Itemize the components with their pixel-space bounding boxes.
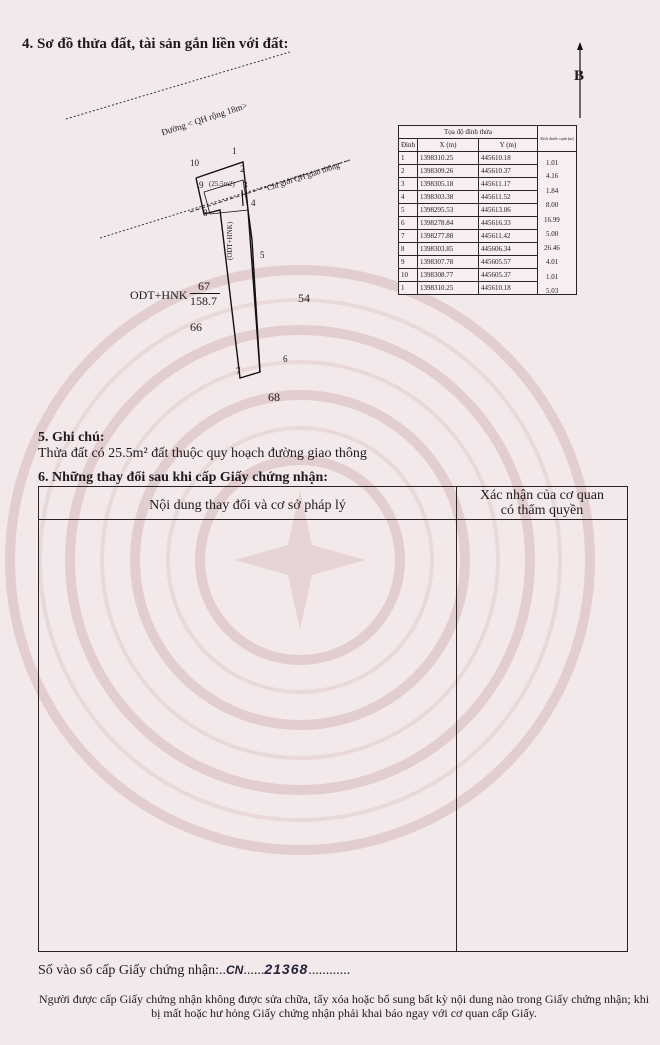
section6-title: 6. Những thay đổi sau khi cấp Giấy chứng nhận: [38,470,328,485]
point-label: 2 [240,164,245,174]
coords-header-group: Tọa độ đỉnh thửa [399,126,538,139]
neighbor-parcel: 66 [190,320,202,334]
edge-length: 4.01 [546,258,559,266]
changes-table [38,486,628,952]
registry-line: Số vào sổ cấp Giấy chứng nhận:..CN......21368............ [38,961,351,978]
cadastral-map [100,110,400,410]
changes-col-confirmation [457,487,628,520]
registry-number: 21368 [264,961,309,977]
point-label: 7 [236,366,241,376]
table-row: 2 1398309.26 445610.37 [399,165,577,178]
edge-length: 26.46 [544,244,560,252]
point-label: 6 [283,354,288,364]
planning-area-marker: (25.5m2) [209,180,235,188]
changes-content-cell [39,520,457,952]
parcel-inner-label: (ODT+HNK) [226,221,234,260]
changes-col-confirmation-line1: Xác nhận của cơ quan [479,488,604,503]
neighbor-parcel: 68 [268,390,280,404]
point-label: 9 [199,180,204,190]
point-label: 4 [251,198,256,208]
table-row: 8 1398303.85 445606.34 [399,243,577,256]
road-label: Đường < QH rộng 18m> [160,100,249,138]
section5-title: 5. Ghi chú: [38,430,105,445]
point-label: 5 [260,250,265,260]
edge-length: 4.16 [546,172,559,180]
point-label: 8 [203,208,208,218]
registry-prefix: CN [226,963,244,977]
table-row: 10 1398308.77 445605.37 [399,269,577,282]
coords-col-x: X (m) [418,139,479,152]
table-row: 9 1398307.78 445605.57 [399,256,577,269]
table-row: 1 1398310.25 445610.18 [399,152,577,165]
planning-boundary-label: Chỉ giới QH giao thông [266,160,341,193]
footer-note: Người được cấp Giấy chứng nhận không được sửa chữa, tẩy xóa hoặc bổ sung bất kỳ nội dung nào trong Giấy chứng nhận; khi bị mất hoặc hư hỏng Giấy chứng nhận phải khai báo ngay với cơ quan cấp Giấy. [38,992,650,1020]
edge-length: 8.00 [546,201,559,209]
land-type-label: ODT+HNK [130,288,188,302]
edge-length: 1.01 [546,159,559,167]
coords-header-edge: Kích thước cạnh (m) [538,126,577,152]
neighbor-parcel: 54 [298,291,310,305]
table-row: 6 1398278.84 445616.33 [399,217,577,230]
edge-length: 5.03 [546,287,559,295]
table-row: 5 1398295.53 445613.06 [399,204,577,217]
table-row: 7 1398277.88 445611.42 [399,230,577,243]
changes-confirmation-cell [457,520,628,952]
table-row: 1 1398310.25 445610.18 [399,282,577,295]
point-label: 1 [232,146,237,156]
section4-title: 4. Sơ đồ thửa đất, tài sản gắn liền với đất: [22,36,289,52]
parcel-area: 158.7 [190,294,217,308]
coords-col-point: Đỉnh [399,139,418,152]
edge-length: 16.99 [544,216,560,224]
parcel-number: 67 [198,279,210,293]
changes-col-content: Nội dung thay đổi và cơ sở pháp lý [39,487,457,520]
north-label: B [574,68,585,84]
section5-note: Thửa đất có 25.5m² đất thuộc quy hoạch đường giao thông [38,446,367,461]
table-row: 4 1398303.38 445611.52 [399,191,577,204]
point-label: 3 [243,180,248,190]
point-label: 10 [190,158,199,168]
edge-length: 5.00 [546,230,559,238]
table-row: 3 1398305.18 445611.17 [399,178,577,191]
registry-label: Số vào sổ cấp Giấy chứng nhận: [38,963,219,978]
coords-col-y: Y (m) [479,139,538,152]
coordinates-table [398,125,577,295]
edge-length: 1.84 [546,187,559,195]
changes-col-confirmation-line2: có thẩm quyền [500,503,584,518]
edge-length: 1.01 [546,273,559,281]
